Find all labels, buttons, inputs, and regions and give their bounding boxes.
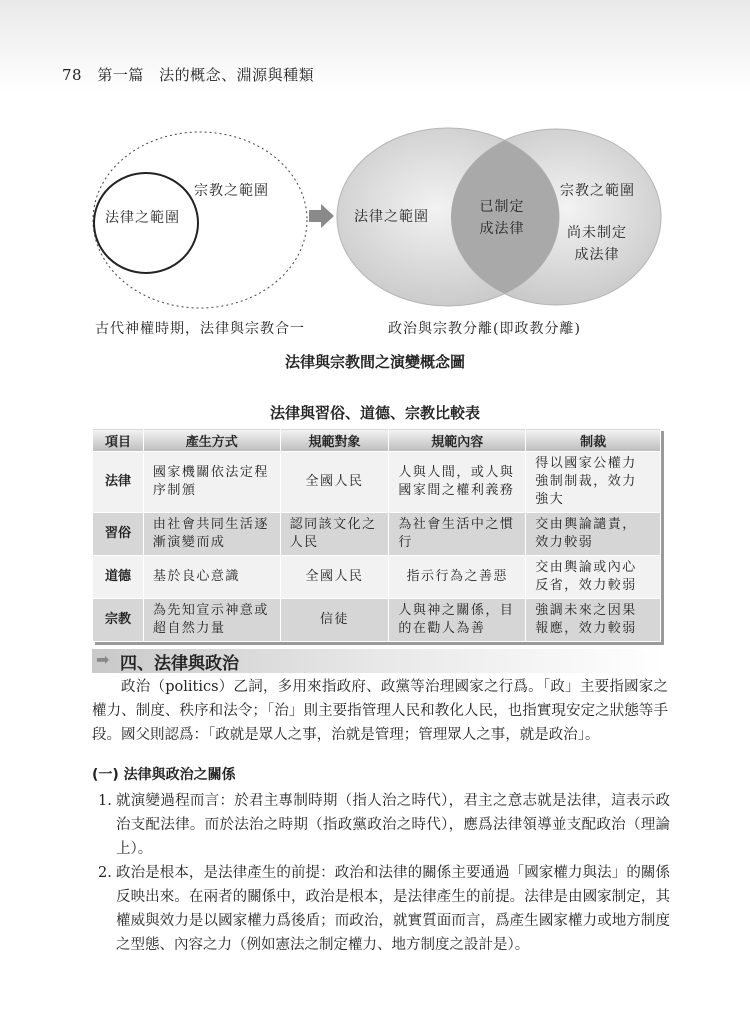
row-item: 宗教 [93,599,144,642]
column-header: 產生方式 [143,429,280,452]
table-cell: 交由輿論或內心反省，效力較弱 [526,556,661,599]
column-header: 規範對象 [280,429,389,452]
table-row [93,599,661,642]
list-text: 就演變過程而言：於君主專制時期（指人治之時代），君主之意志就是法律，這表示政治支配法律。而於法治之時期（指政黨政治之時代），應爲法律領導並支配政治（理論上）。 [116,793,670,857]
column-header: 規範內容 [389,429,526,452]
unlegislated-label: 尚未制定成法律 [567,225,627,263]
table-cell: 全國人民 [280,556,389,599]
intro-paragraph: 政治（politics）乙詞，多用來指政府、政黨等治理國家之行爲。「政」主要指國家之權力、制度、秩序和法令；「治」則主要指管理人民和教化人民，也指實現安定之狀態等手段。國父則認爲：「政就是眾人之事，治就是管理；管理眾人之事，就是政治」。 [92,679,668,743]
part-label: 第一篇 [97,66,144,84]
subheading: (一) 法律與政治之關係 [92,767,236,783]
column-header: 制裁 [526,429,661,452]
table-row [93,452,661,513]
table-title: 法律與習俗、道德、宗教比較表 [269,404,480,422]
table-row [93,513,661,556]
outer-label-left: 宗教之範圍 [194,183,269,199]
inner-label-left: 法律之範圍 [105,210,180,226]
table-cell: 為社會生活中之慣行 [389,513,526,556]
left-diagram-caption: 古代神權時期，法律與宗教合一 [95,321,305,337]
religion-label-right: 宗教之範圍 [560,183,635,199]
figure-title: 法律與宗教間之演變概念圖 [284,353,465,371]
right-arrow-icon: ➡ [96,650,110,669]
law-label-right: 法律之範圍 [354,209,429,225]
list-number: 2. [98,865,112,881]
list-text: 政治是根本，是法律產生的前提：政治和法律的關係主要通過「國家權力與法」的關係反映出來。在兩者的關係中，政治是根本，是法律產生的前提。法律是由國家制定，其權威與效力是以國家權力爲後盾；而政治，就實質面而言，爲產生國家權力或地方制度之型態、內容之力（例如憲法之制定權力、地方制度之設計是）。 [116,865,670,953]
table-cell: 為先知宣示神意或超自然力量 [143,599,280,642]
table-cell: 認同該文化之人民 [280,513,389,556]
table-cell: 人與神之關係，目的在勸人為善 [389,599,526,642]
table-cell: 全國人民 [280,452,389,513]
table-cell: 指示行為之善惡 [389,556,526,599]
table-cell: 信徒 [280,599,389,642]
table-cell: 由社會共同生活逐漸演變而成 [143,513,280,556]
column-header: 項目 [93,429,144,452]
page-number: 78 [62,66,83,84]
list-number: 1. [98,793,112,809]
table-cell: 交由輿論譴責，效力較弱 [526,513,661,556]
right-diagram-caption: 政治與宗教分離(即政教分離) [388,321,581,337]
table-cell: 國家機關依法定程序制頒 [143,452,280,513]
overlap-label: 已制定成法律 [479,199,525,237]
section-title: 四、法律與政治 [120,654,239,674]
table-cell: 人與人間，或人與國家間之權利義務 [389,452,526,513]
row-item: 道德 [93,556,144,599]
row-item: 法律 [93,452,144,513]
section-heading [92,649,664,673]
table-row [93,556,661,599]
list-item [98,861,670,957]
chapter-title: 法的概念、淵源與種類 [159,66,315,84]
list-item [98,789,670,861]
comparison-table [92,428,661,642]
table-header-row [93,429,661,452]
table-cell: 強調未來之因果報應，效力較弱 [526,599,661,642]
venn-diagram [0,0,750,360]
table-cell: 基於良心意識 [143,556,280,599]
row-item: 習俗 [93,513,144,556]
right-arrow-icon [309,204,334,228]
table-cell: 得以國家公權力強制制裁，效力強大 [526,452,661,513]
